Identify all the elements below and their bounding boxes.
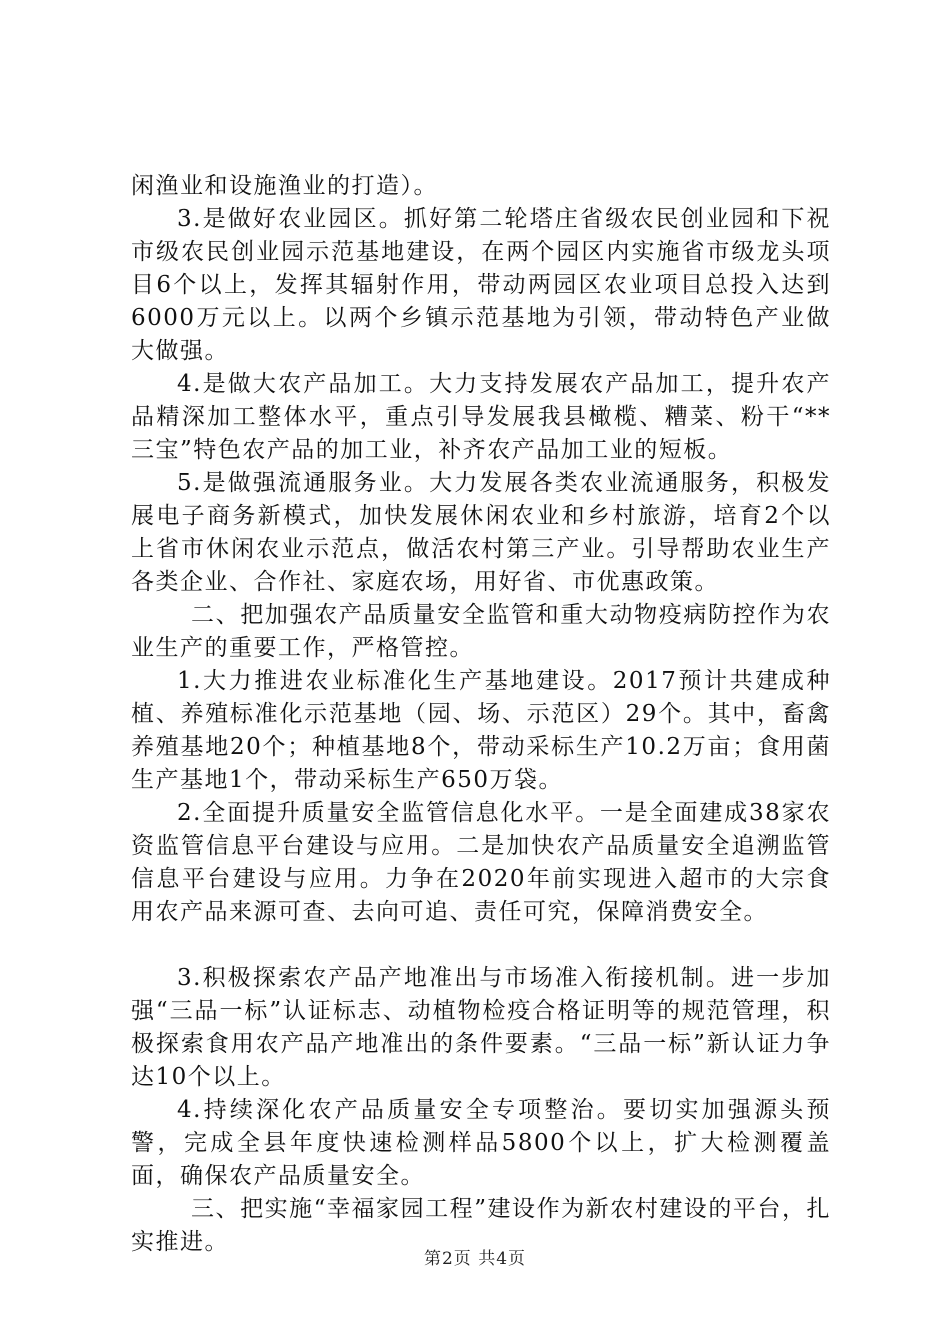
paragraph-informatization: 2.全面提升质量安全监管信息化水平。一是全面建成38家农资监管信息平台建设与应用。二是加快农产品质量安全追溯监管信息平台建设与应用。力争在2020年前实现进入超市的大宗食用农产品来源可查、去向可追、责任可究，保障消费安全。 (131, 800, 831, 925)
section-heading-quality-safety: 二、把加强农产品质量安全监管和重大动物疫病防控作为农业生产的重要工作，严格管控。 (131, 602, 831, 661)
paragraph-special-rectification: 4.持续深化农产品质量安全专项整治。要切实加强源头预警，完成全县年度快速检测样品5800个以上，扩大检测覆盖面，确保农产品质量安全。 (131, 1097, 831, 1189)
document-body (131, 170, 831, 1259)
paragraph-continuation: 闲渔业和设施渔业的打造）。 (131, 173, 438, 199)
section-heading-happy-home: 三、把实施“幸福家园工程”建设作为新农村建设的平台，扎实推进。 (131, 1196, 831, 1255)
paragraph-circulation: 5.是做强流通服务业。大力发展各类农业流通服务，积极发展电子商务新模式，加快发展休闲农业和乡村旅游，培育2个以上省市休闲农业示范点，做活农村第三产业。引导帮助农业生产各类企业、合作社、家庭农场，用好省、市优惠政策。 (131, 470, 831, 595)
page-number-footer: 第2页 共4页 (423, 1249, 527, 1269)
paragraph-processing: 4.是做大农产品加工。大力支持发展农产品加工，提升农产品精深加工整体水平，重点引导发展我县橄榄、糟菜、粉干“**三宝”特色农产品的加工业，补齐农产品加工业的短板。 (131, 371, 831, 463)
paragraph-market-access: 3.积极探索农产品产地准出与市场准入衔接机制。进一步加强“三品一标”认证标志、动植物检疫合格证明等的规范管理，积极探索食用农产品产地准出的条件要素。“三品一标”新认证力争达10个以上。 (131, 965, 831, 1090)
paragraph-agri-park: 3.是做好农业园区。抓好第二轮塔庄省级农民创业园和下祝市级农民创业园示范基地建设，在两个园区内实施省市级龙头项目6个以上，发挥其辐射作用，带动两园区农业项目总投入达到6000万元以上。以两个乡镇示范基地为引领，带动特色产业做大做强。 (131, 206, 831, 364)
paragraph-standardization: 1.大力推进农业标准化生产基地建设。2017预计共建成种植、养殖标准化示范基地（园、场、示范区）29个。其中，畜禽养殖基地20个；种植基地8个，带动采标生产10.2万亩；食用菌生产基地1个，带动采标生产650万袋。 (131, 668, 831, 793)
